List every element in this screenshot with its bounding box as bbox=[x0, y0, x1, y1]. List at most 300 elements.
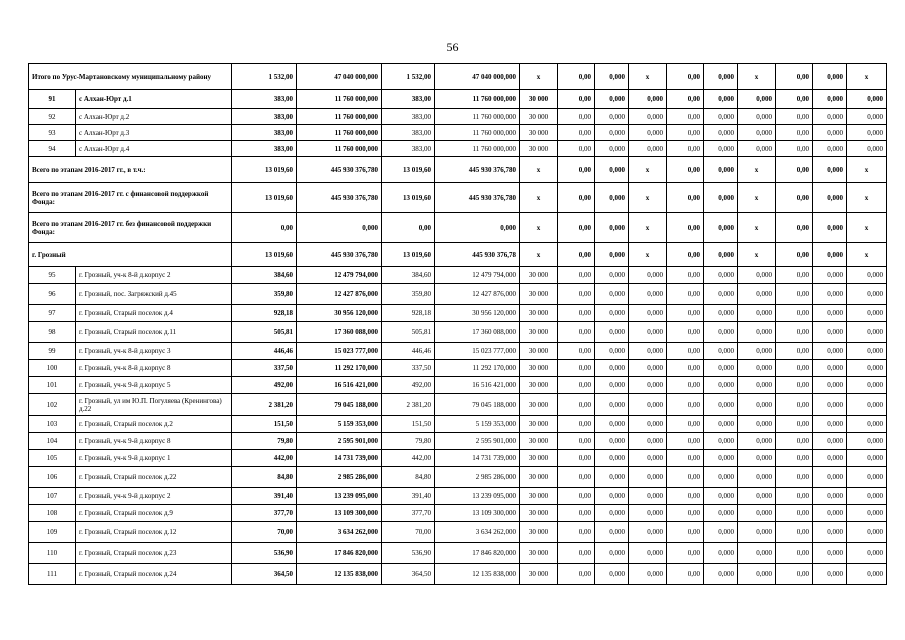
value-cell: 383,00 bbox=[232, 141, 297, 157]
value-cell: 0,000 bbox=[847, 416, 887, 433]
value-cell: 13 109 300,000 bbox=[435, 505, 520, 522]
value-cell: 0,000 bbox=[738, 433, 776, 450]
value-cell: 0,00 bbox=[776, 522, 813, 543]
value-cell: 13 109 300,000 bbox=[297, 505, 382, 522]
value-cell: 0,000 bbox=[847, 343, 887, 360]
value-cell: 14 731 739,000 bbox=[297, 450, 382, 467]
row-number: 97 bbox=[29, 305, 76, 322]
value-cell: 0,000 bbox=[813, 488, 847, 505]
value-cell: 0,00 bbox=[558, 90, 595, 109]
value-cell: 79,80 bbox=[232, 433, 297, 450]
row-number: 103 bbox=[29, 416, 76, 433]
value-cell: 12 135 838,000 bbox=[435, 564, 520, 585]
value-cell: 0,000 bbox=[704, 522, 738, 543]
value-cell: x bbox=[847, 213, 887, 243]
value-cell: 13 019,60 bbox=[382, 183, 435, 213]
value-cell: 0,00 bbox=[558, 284, 595, 305]
value-cell: x bbox=[629, 157, 667, 183]
value-cell: 12 427 876,000 bbox=[435, 284, 520, 305]
value-cell: 0,000 bbox=[738, 360, 776, 377]
value-cell: 384,60 bbox=[232, 267, 297, 284]
value-cell: 11 292 170,000 bbox=[435, 360, 520, 377]
value-cell: 0,000 bbox=[847, 284, 887, 305]
table-row bbox=[29, 322, 887, 343]
value-cell: 446,46 bbox=[232, 343, 297, 360]
table-row bbox=[29, 377, 887, 394]
value-cell: 0,00 bbox=[667, 416, 704, 433]
value-cell: 15 023 777,000 bbox=[297, 343, 382, 360]
value-cell: 13 239 095,000 bbox=[435, 488, 520, 505]
value-cell: 30 000 bbox=[520, 267, 558, 284]
value-cell: 0,000 bbox=[813, 433, 847, 450]
value-cell: 30 000 bbox=[520, 394, 558, 416]
value-cell: 0,000 bbox=[629, 343, 667, 360]
value-cell: 391,40 bbox=[382, 488, 435, 505]
value-cell: 0,000 bbox=[629, 488, 667, 505]
value-cell: 0,00 bbox=[558, 360, 595, 377]
value-cell: 0,000 bbox=[595, 125, 629, 141]
value-cell: 30 000 bbox=[520, 467, 558, 488]
value-cell: 0,00 bbox=[667, 90, 704, 109]
value-cell: 0,00 bbox=[667, 64, 704, 90]
value-cell: 0,000 bbox=[813, 109, 847, 125]
total-row bbox=[29, 183, 887, 213]
value-cell: 383,00 bbox=[232, 90, 297, 109]
value-cell: 0,00 bbox=[667, 125, 704, 141]
address-cell: г. Грозный, Старый поселок д.12 bbox=[76, 522, 232, 543]
value-cell: 0,000 bbox=[738, 109, 776, 125]
value-cell: 0,000 bbox=[704, 505, 738, 522]
value-cell: 30 000 bbox=[520, 488, 558, 505]
value-cell: 0,000 bbox=[704, 125, 738, 141]
value-cell: 0,00 bbox=[776, 157, 813, 183]
value-cell: 445 930 376,780 bbox=[297, 183, 382, 213]
value-cell: 0,000 bbox=[813, 360, 847, 377]
value-cell: 0,000 bbox=[847, 505, 887, 522]
value-cell: 13 019,60 bbox=[232, 183, 297, 213]
value-cell: 0,00 bbox=[558, 267, 595, 284]
value-cell: 0,000 bbox=[595, 416, 629, 433]
table-row bbox=[29, 564, 887, 585]
row-number: 109 bbox=[29, 522, 76, 543]
value-cell: 0,000 bbox=[847, 305, 887, 322]
value-cell: x bbox=[738, 64, 776, 90]
address-cell: с Алхан-Юрт д.4 bbox=[76, 141, 232, 157]
row-number: 95 bbox=[29, 267, 76, 284]
value-cell: 0,00 bbox=[776, 467, 813, 488]
value-cell: 0,00 bbox=[558, 343, 595, 360]
value-cell: 391,40 bbox=[232, 488, 297, 505]
table-row bbox=[29, 416, 887, 433]
value-cell: 0,000 bbox=[629, 90, 667, 109]
total-row bbox=[29, 64, 887, 90]
value-cell: 30 000 bbox=[520, 564, 558, 585]
table-row bbox=[29, 343, 887, 360]
value-cell: 0,00 bbox=[667, 243, 704, 267]
value-cell: 0,00 bbox=[558, 564, 595, 585]
address-cell: г. Грозный, Старый поселок д.24 bbox=[76, 564, 232, 585]
value-cell: 0,00 bbox=[667, 183, 704, 213]
page-number: 56 bbox=[446, 40, 459, 54]
table-row bbox=[29, 505, 887, 522]
value-cell: 0,000 bbox=[813, 377, 847, 394]
value-cell: 11 760 000,000 bbox=[297, 90, 382, 109]
value-cell: 0,000 bbox=[813, 90, 847, 109]
value-cell: 0,000 bbox=[847, 467, 887, 488]
value-cell: 12 479 794,000 bbox=[435, 267, 520, 284]
row-number: 101 bbox=[29, 377, 76, 394]
address-cell: г. Грозный, Старый поселок д.22 bbox=[76, 467, 232, 488]
value-cell: 0,000 bbox=[629, 450, 667, 467]
value-cell: x bbox=[629, 243, 667, 267]
value-cell: 30 000 bbox=[520, 141, 558, 157]
value-cell: 0,00 bbox=[558, 522, 595, 543]
value-cell: 0,00 bbox=[776, 564, 813, 585]
value-cell: 2 381,20 bbox=[382, 394, 435, 416]
row-number: 98 bbox=[29, 322, 76, 343]
value-cell: 492,00 bbox=[232, 377, 297, 394]
value-cell: 0,000 bbox=[738, 488, 776, 505]
value-cell: 5 159 353,000 bbox=[435, 416, 520, 433]
value-cell: 0,000 bbox=[629, 284, 667, 305]
value-cell: 0,000 bbox=[738, 284, 776, 305]
value-cell: x bbox=[847, 64, 887, 90]
value-cell: 0,000 bbox=[847, 522, 887, 543]
table-row bbox=[29, 125, 887, 141]
table-row bbox=[29, 267, 887, 284]
value-cell: 0,00 bbox=[558, 416, 595, 433]
value-cell: 0,000 bbox=[813, 305, 847, 322]
value-cell: 0,00 bbox=[558, 141, 595, 157]
value-cell: 79 045 188,000 bbox=[297, 394, 382, 416]
value-cell: 0,000 bbox=[738, 467, 776, 488]
value-cell: 0,000 bbox=[738, 90, 776, 109]
value-cell: 0,000 bbox=[704, 109, 738, 125]
value-cell: 15 023 777,000 bbox=[435, 343, 520, 360]
value-cell: 0,000 bbox=[847, 141, 887, 157]
address-cell: с Алхан-Юрт д.3 bbox=[76, 125, 232, 141]
value-cell: 0,00 bbox=[776, 416, 813, 433]
value-cell: 0,00 bbox=[558, 64, 595, 90]
value-cell: 0,000 bbox=[595, 109, 629, 125]
value-cell: 0,00 bbox=[776, 394, 813, 416]
value-cell: 383,00 bbox=[382, 125, 435, 141]
total-label: Всего по этапам 2016-2017 гг., в т.ч.: bbox=[29, 157, 232, 183]
value-cell: x bbox=[520, 213, 558, 243]
value-cell: 13 239 095,000 bbox=[297, 488, 382, 505]
value-cell: 0,000 bbox=[738, 394, 776, 416]
value-cell: 0,000 bbox=[629, 394, 667, 416]
value-cell: 0,000 bbox=[813, 564, 847, 585]
value-cell: 1 532,00 bbox=[232, 64, 297, 90]
value-cell: 0,000 bbox=[704, 90, 738, 109]
value-cell: 16 516 421,000 bbox=[297, 377, 382, 394]
value-cell: 0,00 bbox=[558, 183, 595, 213]
value-cell: 11 760 000,000 bbox=[297, 109, 382, 125]
value-cell: 151,50 bbox=[232, 416, 297, 433]
table-row bbox=[29, 488, 887, 505]
value-cell: 0,00 bbox=[667, 141, 704, 157]
value-cell: 0,000 bbox=[813, 243, 847, 267]
value-cell: 0,00 bbox=[776, 322, 813, 343]
total-row bbox=[29, 243, 887, 267]
address-cell: г. Грозный, пос. Загряжский д.45 bbox=[76, 284, 232, 305]
value-cell: 11 760 000,000 bbox=[297, 125, 382, 141]
value-cell: 17 846 820,000 bbox=[297, 543, 382, 564]
value-cell: 0,000 bbox=[847, 90, 887, 109]
value-cell: 84,80 bbox=[382, 467, 435, 488]
value-cell: 0,000 bbox=[595, 64, 629, 90]
value-cell: 30 000 bbox=[520, 505, 558, 522]
value-cell: 30 000 bbox=[520, 377, 558, 394]
value-cell: 492,00 bbox=[382, 377, 435, 394]
row-number: 100 bbox=[29, 360, 76, 377]
value-cell: 0,000 bbox=[704, 213, 738, 243]
value-cell: 0,000 bbox=[847, 360, 887, 377]
value-cell: 0,00 bbox=[776, 64, 813, 90]
address-cell: с Алхан-Юрт д.2 bbox=[76, 109, 232, 125]
value-cell: 0,000 bbox=[704, 343, 738, 360]
value-cell: 0,00 bbox=[558, 450, 595, 467]
value-cell: x bbox=[520, 183, 558, 213]
value-cell: 13 019,60 bbox=[232, 157, 297, 183]
value-cell: 0,000 bbox=[813, 394, 847, 416]
value-cell: 0,000 bbox=[629, 564, 667, 585]
address-cell: г. Грозный, Старый поселок д.9 bbox=[76, 505, 232, 522]
row-number: 102 bbox=[29, 394, 76, 416]
value-cell: 0,00 bbox=[776, 90, 813, 109]
value-cell: 0,000 bbox=[738, 141, 776, 157]
value-cell: 79,80 bbox=[382, 433, 435, 450]
value-cell: 30 000 bbox=[520, 416, 558, 433]
value-cell: 0,00 bbox=[776, 141, 813, 157]
value-cell: 0,00 bbox=[776, 213, 813, 243]
value-cell: 0,000 bbox=[629, 505, 667, 522]
value-cell: 0,000 bbox=[629, 267, 667, 284]
value-cell: 0,00 bbox=[776, 433, 813, 450]
value-cell: 13 019,60 bbox=[382, 157, 435, 183]
value-cell: 377,70 bbox=[232, 505, 297, 522]
value-cell: 70,00 bbox=[382, 522, 435, 543]
value-cell: 0,000 bbox=[738, 343, 776, 360]
value-cell: 0,000 bbox=[813, 64, 847, 90]
value-cell: 0,00 bbox=[667, 377, 704, 394]
table-row bbox=[29, 109, 887, 125]
value-cell: 16 516 421,000 bbox=[435, 377, 520, 394]
value-cell: 0,00 bbox=[558, 488, 595, 505]
value-cell: 0,00 bbox=[776, 267, 813, 284]
table-row bbox=[29, 450, 887, 467]
value-cell: 0,000 bbox=[813, 183, 847, 213]
value-cell: 30 000 bbox=[520, 284, 558, 305]
value-cell: 0,000 bbox=[813, 450, 847, 467]
value-cell: 0,000 bbox=[813, 522, 847, 543]
value-cell: 0,000 bbox=[629, 305, 667, 322]
value-cell: 536,90 bbox=[382, 543, 435, 564]
row-number: 92 bbox=[29, 109, 76, 125]
value-cell: 12 427 876,000 bbox=[297, 284, 382, 305]
value-cell: 0,000 bbox=[847, 564, 887, 585]
row-number: 93 bbox=[29, 125, 76, 141]
table-row bbox=[29, 433, 887, 450]
value-cell: 0,000 bbox=[738, 322, 776, 343]
table-row bbox=[29, 467, 887, 488]
value-cell: 0,000 bbox=[629, 522, 667, 543]
value-cell: 0,000 bbox=[738, 267, 776, 284]
address-cell: г. Грозный, Старый поселок д.2 bbox=[76, 416, 232, 433]
value-cell: 0,00 bbox=[667, 109, 704, 125]
value-cell: 0,000 bbox=[595, 377, 629, 394]
value-cell: 0,000 bbox=[704, 488, 738, 505]
value-cell: 30 000 bbox=[520, 90, 558, 109]
value-cell: 0,000 bbox=[704, 141, 738, 157]
value-cell: 0,00 bbox=[558, 467, 595, 488]
value-cell: 13 019,60 bbox=[232, 243, 297, 267]
value-cell: 3 634 262,000 bbox=[297, 522, 382, 543]
value-cell: 0,00 bbox=[776, 284, 813, 305]
value-cell: 2 381,20 bbox=[232, 394, 297, 416]
value-cell: 0,000 bbox=[629, 360, 667, 377]
value-cell: 0,00 bbox=[667, 305, 704, 322]
value-cell: 0,000 bbox=[704, 157, 738, 183]
value-cell: 0,000 bbox=[595, 450, 629, 467]
value-cell: 505,81 bbox=[382, 322, 435, 343]
value-cell: 0,000 bbox=[595, 522, 629, 543]
value-cell: 0,00 bbox=[667, 394, 704, 416]
value-cell: 0,00 bbox=[558, 109, 595, 125]
value-cell: 0,000 bbox=[704, 322, 738, 343]
value-cell: 0,00 bbox=[558, 243, 595, 267]
value-cell: 0,000 bbox=[847, 433, 887, 450]
value-cell: 0,000 bbox=[595, 564, 629, 585]
value-cell: 0,000 bbox=[813, 467, 847, 488]
value-cell: 0,000 bbox=[738, 450, 776, 467]
value-cell: 0,000 bbox=[595, 343, 629, 360]
table-row bbox=[29, 141, 887, 157]
address-cell: г. Грозный, уч-к 9-й д.корпус 8 bbox=[76, 433, 232, 450]
value-cell: 364,50 bbox=[382, 564, 435, 585]
value-cell: 0,000 bbox=[847, 322, 887, 343]
value-cell: 0,000 bbox=[595, 284, 629, 305]
value-cell: 0,000 bbox=[813, 343, 847, 360]
total-label: Всего по этапам 2016-2017 гг. без финансовой поддержки Фонда: bbox=[29, 213, 232, 243]
row-number: 106 bbox=[29, 467, 76, 488]
value-cell: 445 930 376,780 bbox=[435, 183, 520, 213]
value-cell: 0,000 bbox=[704, 305, 738, 322]
value-cell: 359,80 bbox=[382, 284, 435, 305]
value-cell: 0,000 bbox=[813, 284, 847, 305]
value-cell: 0,000 bbox=[738, 377, 776, 394]
value-cell: 47 040 000,000 bbox=[435, 64, 520, 90]
value-cell: 0,000 bbox=[704, 433, 738, 450]
value-cell: 0,00 bbox=[776, 109, 813, 125]
value-cell: 0,00 bbox=[667, 213, 704, 243]
value-cell: 0,00 bbox=[667, 433, 704, 450]
row-number: 110 bbox=[29, 543, 76, 564]
value-cell: 383,00 bbox=[382, 141, 435, 157]
table-body bbox=[29, 64, 887, 585]
value-cell: 0,000 bbox=[738, 505, 776, 522]
value-cell: 0,00 bbox=[558, 543, 595, 564]
value-cell: 0,00 bbox=[776, 243, 813, 267]
value-cell: 0,000 bbox=[595, 360, 629, 377]
value-cell: 0,000 bbox=[704, 284, 738, 305]
value-cell: 0,00 bbox=[558, 377, 595, 394]
value-cell: 0,000 bbox=[813, 505, 847, 522]
address-cell: г. Грозный, Старый поселок д.4 bbox=[76, 305, 232, 322]
value-cell: 442,00 bbox=[232, 450, 297, 467]
address-cell: г. Грозный, ул им Ю.П. Погуляева (Кренингова) д.22 bbox=[76, 394, 232, 416]
value-cell: 364,50 bbox=[232, 564, 297, 585]
value-cell: 2 985 286,000 bbox=[435, 467, 520, 488]
value-cell: 0,000 bbox=[738, 305, 776, 322]
value-cell: 0,00 bbox=[558, 125, 595, 141]
value-cell: 0,000 bbox=[629, 467, 667, 488]
value-cell: 0,000 bbox=[704, 377, 738, 394]
value-cell: 377,70 bbox=[382, 505, 435, 522]
value-cell: 0,00 bbox=[667, 343, 704, 360]
value-cell: 0,000 bbox=[813, 213, 847, 243]
value-cell: 30 000 bbox=[520, 522, 558, 543]
value-cell: 2 985 286,000 bbox=[297, 467, 382, 488]
value-cell: 0,000 bbox=[847, 450, 887, 467]
address-cell: г. Грозный, уч-к 8-й д.корпус 2 bbox=[76, 267, 232, 284]
value-cell: 0,000 bbox=[629, 125, 667, 141]
total-label: г. Грозный bbox=[29, 243, 232, 267]
value-cell: x bbox=[847, 183, 887, 213]
value-cell: 0,00 bbox=[667, 564, 704, 585]
value-cell: 0,000 bbox=[595, 505, 629, 522]
value-cell: 0,00 bbox=[558, 322, 595, 343]
value-cell: 0,000 bbox=[847, 267, 887, 284]
value-cell: 0,00 bbox=[776, 343, 813, 360]
row-number: 99 bbox=[29, 343, 76, 360]
value-cell: 11 760 000,000 bbox=[435, 125, 520, 141]
value-cell: 0,00 bbox=[667, 322, 704, 343]
value-cell: 337,50 bbox=[382, 360, 435, 377]
value-cell: 0,000 bbox=[704, 360, 738, 377]
value-cell: x bbox=[520, 157, 558, 183]
value-cell: 17 360 088,000 bbox=[297, 322, 382, 343]
row-number: 105 bbox=[29, 450, 76, 467]
value-cell: 13 019,60 bbox=[382, 243, 435, 267]
value-cell: x bbox=[847, 157, 887, 183]
value-cell: 12 479 794,000 bbox=[297, 267, 382, 284]
value-cell: 0,00 bbox=[558, 157, 595, 183]
value-cell: 0,000 bbox=[813, 322, 847, 343]
value-cell: 30 000 bbox=[520, 305, 558, 322]
value-cell: 0,000 bbox=[738, 543, 776, 564]
value-cell: 30 000 bbox=[520, 109, 558, 125]
value-cell: 0,000 bbox=[595, 322, 629, 343]
table-row bbox=[29, 360, 887, 377]
value-cell: 0,000 bbox=[595, 183, 629, 213]
value-cell: 0,000 bbox=[813, 416, 847, 433]
value-cell: x bbox=[738, 157, 776, 183]
value-cell: x bbox=[738, 243, 776, 267]
value-cell: 0,000 bbox=[813, 543, 847, 564]
value-cell: 0,000 bbox=[738, 416, 776, 433]
value-cell: 30 000 bbox=[520, 360, 558, 377]
value-cell: 0,00 bbox=[667, 543, 704, 564]
value-cell: 0,00 bbox=[776, 183, 813, 213]
value-cell: 0,000 bbox=[847, 377, 887, 394]
value-cell: 30 956 120,000 bbox=[435, 305, 520, 322]
value-cell: 0,000 bbox=[595, 243, 629, 267]
value-cell: 928,18 bbox=[382, 305, 435, 322]
value-cell: 0,000 bbox=[595, 267, 629, 284]
value-cell: 0,00 bbox=[667, 467, 704, 488]
